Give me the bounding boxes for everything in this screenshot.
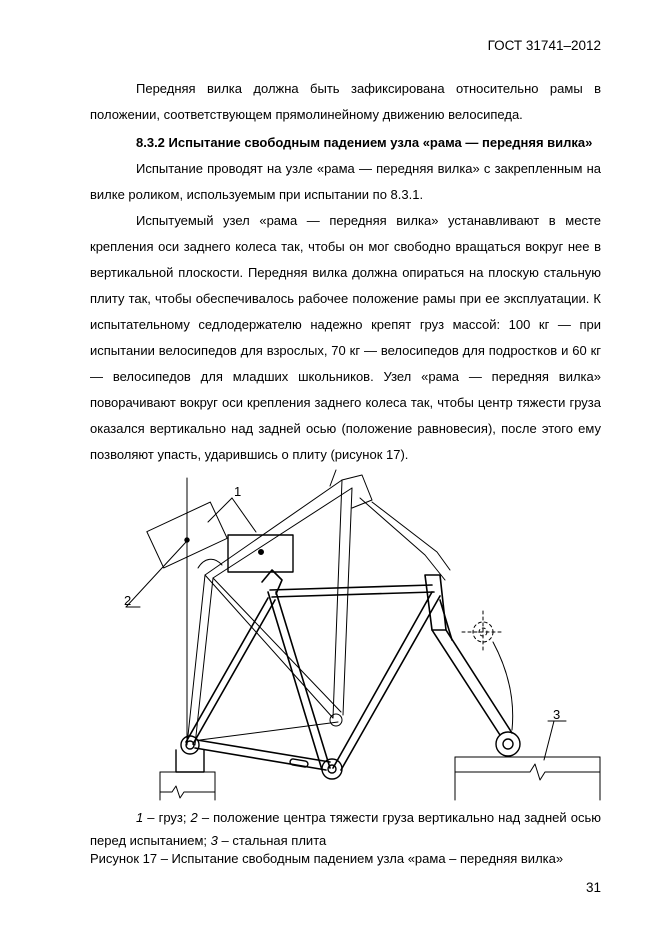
main-frame bbox=[186, 570, 512, 770]
legend-number-1: 1 bbox=[136, 810, 144, 825]
paragraph-test-procedure: Испытуемый узел «рама — передняя вилка» устанавливают в месте крепления оси заднего колеса так, чтобы он мог свободно вращаться вокруг нее в вертикальной плоскости. Передняя вилка должна опираться на плоскую стальную плиту так, чтобы обеспечивалось рабочее положение рамы при ее эксплуатации. К испытательному седлодержателю надежно крепят груз массой: 100 кг — при испытании велосипедов для взрослых, 70 кг — велосипедов для подростков и 60 кг — велосипедов для младших школьников. Узел «рама — передняя вилка» поворачивают вокруг оси крепления заднего колеса так, чтобы центр тяжести груза оказался вертикально над задней осью (положение равновесия), после этого ему позволяют упасть, ударившись о плиту (рисунок 17). bbox=[90, 213, 601, 462]
paragraph-test-setup: Испытание проводят на узле «рама — передняя вилка» с закрепленным на вилке роликом, используемым при испытании по 8.3.1. bbox=[90, 161, 601, 202]
callout-2: 2 bbox=[124, 593, 132, 608]
page-number: 31 bbox=[585, 880, 601, 895]
roller-tilted-position bbox=[462, 611, 504, 653]
figure-legend bbox=[90, 806, 601, 852]
rear-pivot-support bbox=[176, 736, 204, 772]
load-centre-tilted bbox=[185, 538, 189, 542]
legend-text-1: – груз; bbox=[143, 810, 191, 825]
legend-number-2: 2 bbox=[190, 810, 198, 825]
document-header: ГОСТ 31741–2012 bbox=[487, 38, 601, 53]
ground-left bbox=[160, 772, 215, 800]
load-centre-upright bbox=[259, 550, 264, 555]
legend-text-2: – положение центра тяжести груза вертикально над задней осью перед испытанием; bbox=[90, 810, 601, 848]
roller-arc bbox=[493, 642, 513, 730]
legend-number-3: 3 bbox=[210, 833, 218, 848]
callout-1: 1 bbox=[234, 484, 242, 499]
front-roller bbox=[496, 732, 520, 756]
callout-3: 3 bbox=[553, 707, 561, 722]
steel-plate bbox=[455, 757, 600, 800]
figure-caption: Рисунок 17 – Испытание свободным падением узла «рама – передняя вилка» bbox=[90, 851, 564, 866]
legend-text-3: – стальная плита bbox=[217, 833, 327, 848]
paragraph-fork-fixation: Передняя вилка должна быть зафиксирована относительно рамы в положении, соответствующем прямолинейному движению велосипеда. bbox=[90, 81, 601, 122]
section-heading-8-3-2: 8.3.2 Испытание свободным падением узла «рама — передняя вилка» bbox=[136, 135, 593, 150]
tilted-frame bbox=[187, 470, 450, 745]
